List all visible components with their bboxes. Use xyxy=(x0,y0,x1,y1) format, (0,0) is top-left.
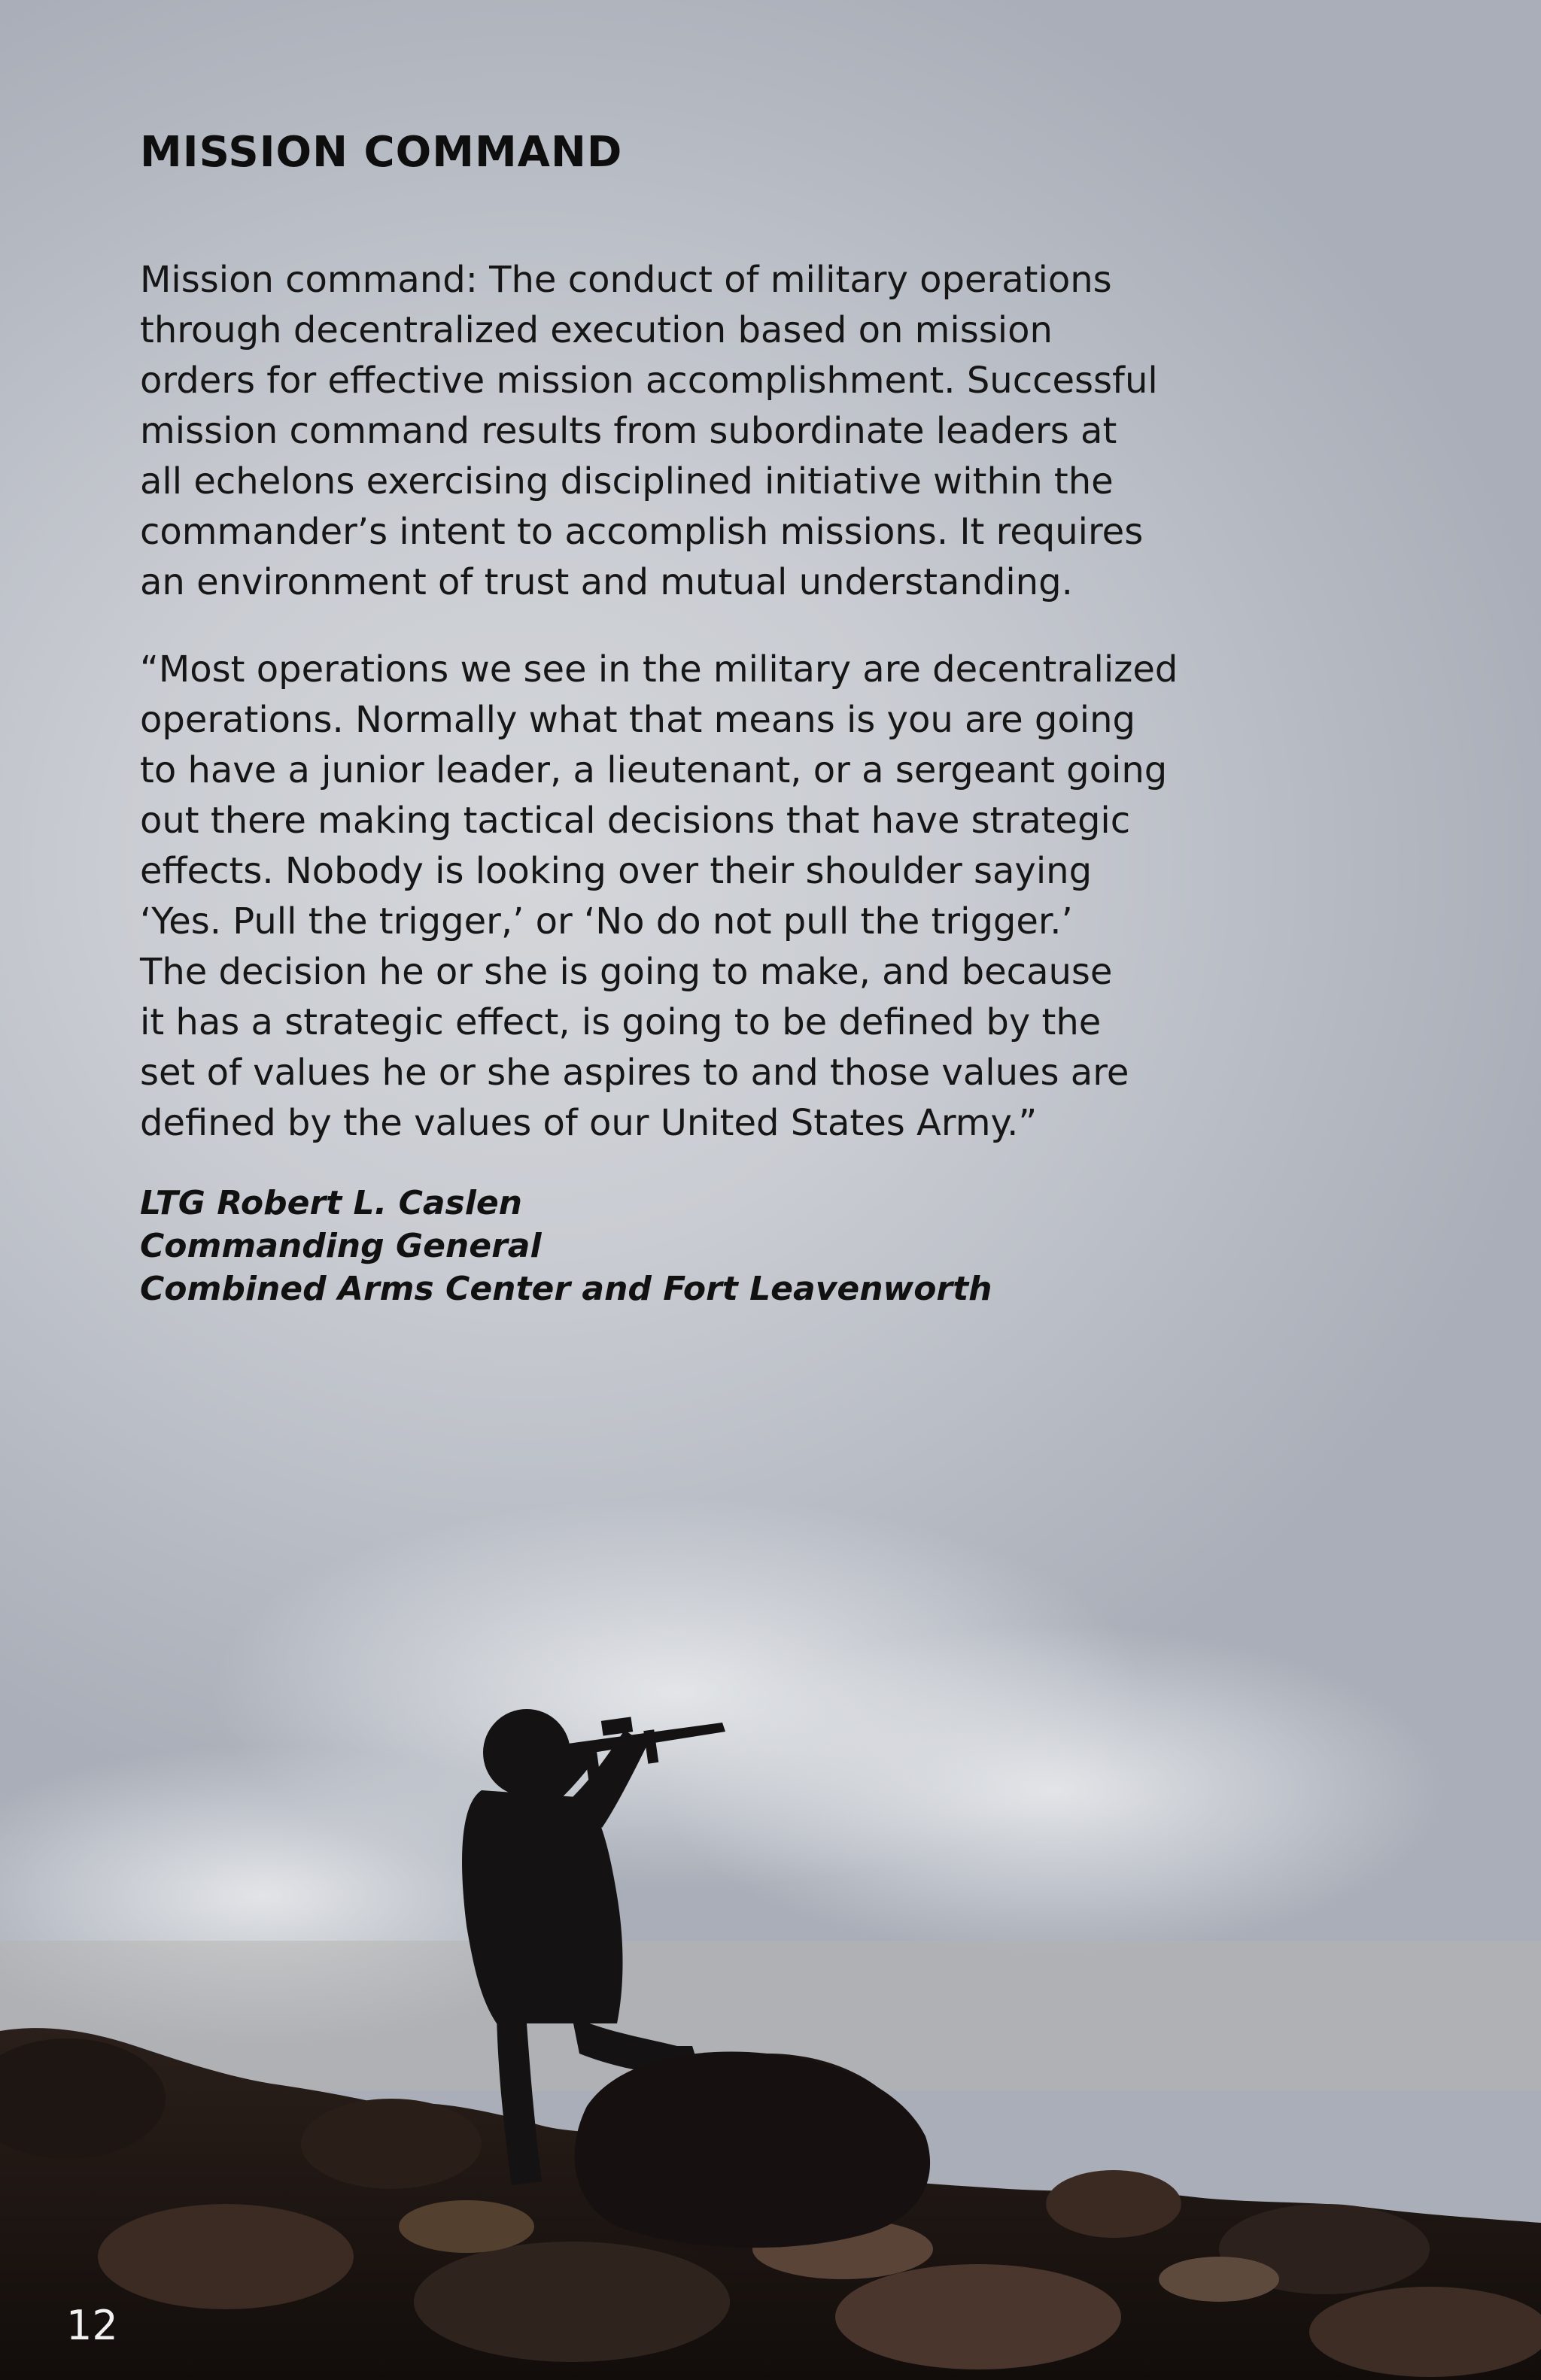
attribution-role: Commanding General xyxy=(140,1227,542,1265)
boulder xyxy=(1309,2287,1541,2377)
boulder xyxy=(98,2204,354,2309)
quote-attribution xyxy=(140,1182,1208,1310)
boulder xyxy=(399,2200,534,2253)
mist-cloud xyxy=(662,1625,1445,1956)
page-number: 12 xyxy=(66,2302,118,2349)
boulder xyxy=(1159,2257,1279,2302)
article-text xyxy=(140,128,1208,1310)
page-title: MISSION COMMAND xyxy=(140,128,623,177)
boulder xyxy=(1046,2170,1181,2238)
boulder xyxy=(835,2264,1121,2369)
boulder xyxy=(414,2242,730,2362)
attribution-organization: Combined Arms Center and Fort Leavenworth xyxy=(140,1270,992,1308)
quote-paragraph: “Most operations we see in the military are decentralized operations. Normally what that means is you are going to have a junior leader, a lieutenant, or a sergeant going out there making tactical decisions that have strategic effects. Nobody is looking over their shoulder saying ‘Yes. Pull the trigger,’ or ‘No do not pull the trigger.’ The decision he or she is going to make, and because it has a strategic effect, is going to be defined by the set of values he or she aspires to and those values are defined by the values of our United States Army.” xyxy=(140,648,1178,1144)
boulder xyxy=(301,2099,482,2189)
definition-paragraph: Mission command: The conduct of military operations through decentralized execution based on mission orders for effective mission accomplishment. Successful mission command results from subordinate leaders at all echelons exercising disciplined initiative within the commander’s intent to accomplish missions. It requires an environment of trust and mutual understanding. xyxy=(140,259,1158,603)
attribution-name: LTG Robert L. Caslen xyxy=(140,1184,522,1222)
